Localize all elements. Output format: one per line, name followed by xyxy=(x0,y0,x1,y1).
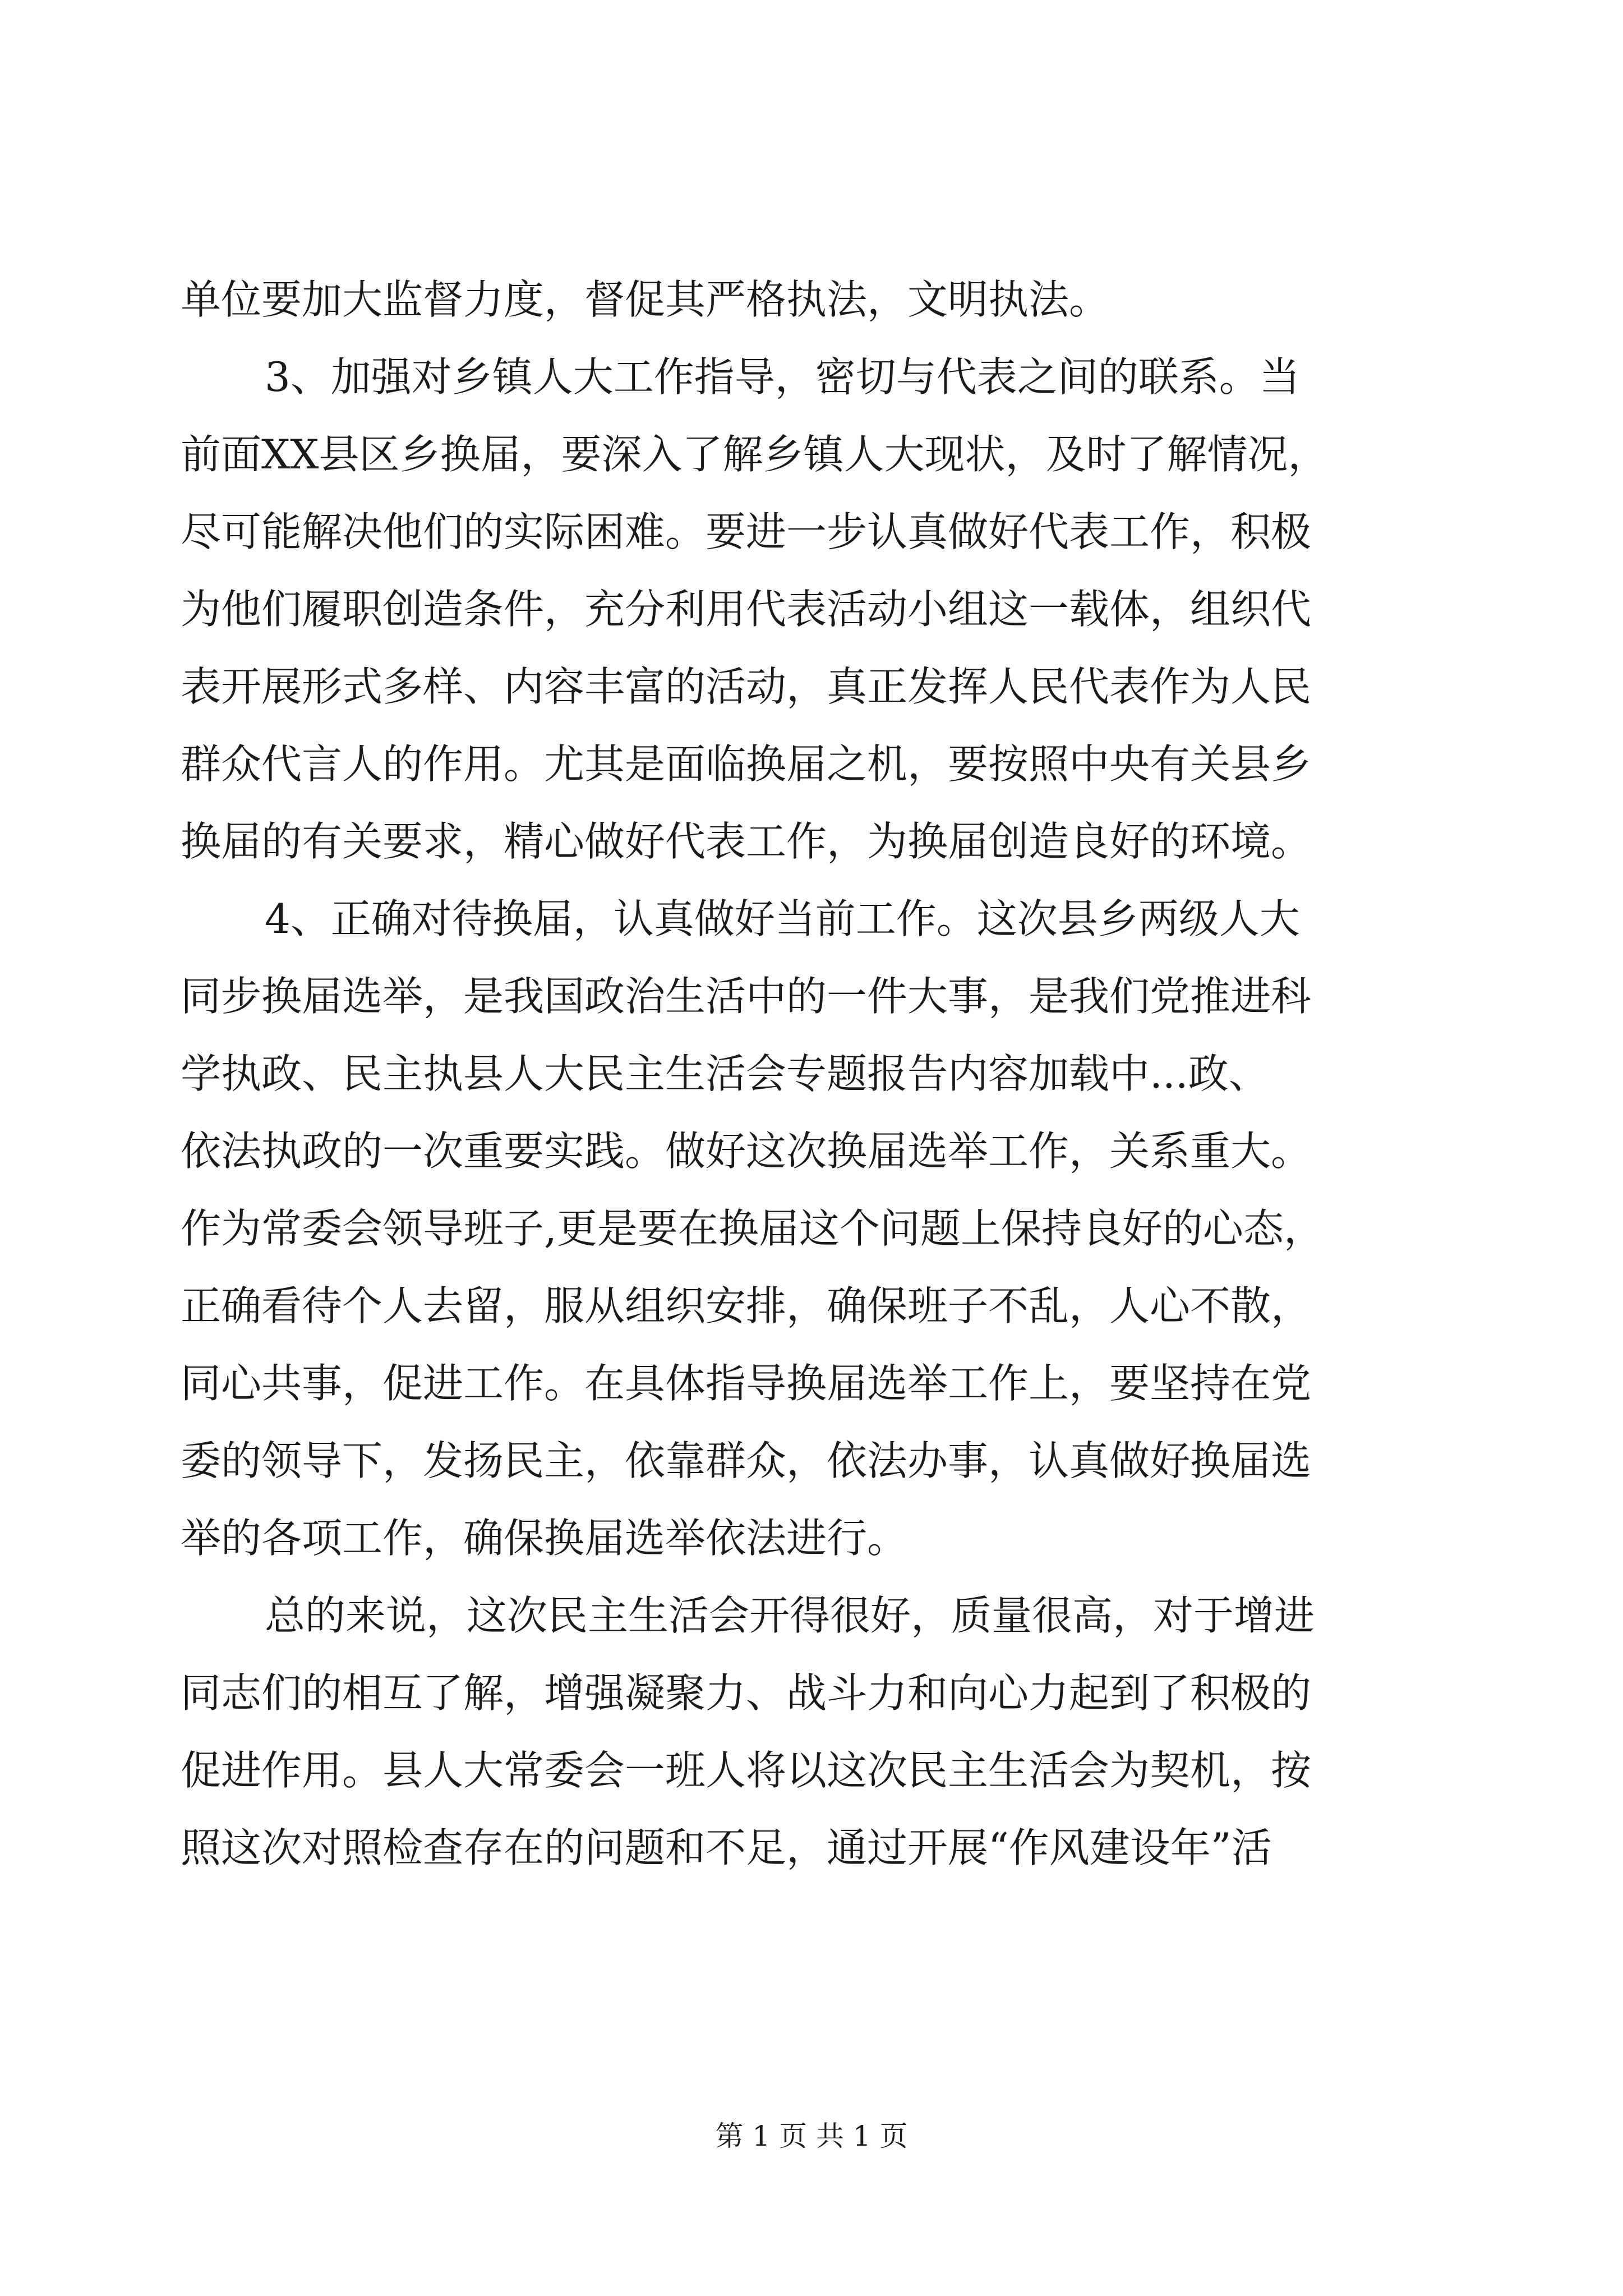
body-text-line: 依法执政的一次重要实践。做好这次换届选举工作，关系重大。 xyxy=(181,1128,1312,1175)
body-text-line: 照这次对照检查存在的问题和不足，通过开展“作风建设年”活 xyxy=(181,1824,1272,1871)
body-text-line: 促进作用。县人大常委会一班人将以这次民主生活会为契机，按 xyxy=(181,1747,1312,1794)
page-number-footer: 第 1 页 共 1 页 xyxy=(715,2120,908,2152)
body-text-line: 换届的有关要求，精心做好代表工作，为换届创造良好的环境。 xyxy=(181,818,1312,865)
body-text-line: 群众代言人的作用。尤其是面临换届之机，要按照中央有关县乡 xyxy=(181,740,1312,788)
document-body xyxy=(181,261,1437,1887)
body-text-line: 单位要加大监督力度，督促其严格执法，文明执法。 xyxy=(181,276,1110,323)
body-text-line: 总的来说，这次民主生活会开得很好，质量很高，对于增进 xyxy=(265,1592,1315,1639)
body-text-line: 学执政、民主执县人大民主生活会专题报告内容加载中...政、 xyxy=(181,1050,1269,1097)
body-text-line: 作为常委会领导班子,更是要在换届这个问题上保持良好的心态， xyxy=(181,1205,1324,1252)
body-text-line: 为他们履职创造条件，充分利用代表活动小组这一载体，组织代 xyxy=(181,586,1312,633)
body-text-line: 同志们的相互了解，增强凝聚力、战斗力和向心力起到了积极的 xyxy=(181,1669,1312,1717)
body-text-line: 3、加强对乡镇人大工作指导，密切与代表之间的联系。当 xyxy=(265,353,1300,401)
body-text-line: 4、正确对待换届，认真做好当前工作。这次县乡两级人大 xyxy=(265,895,1300,942)
body-text-line: 同心共事，促进工作。在具体指导换届选举工作上，要坚持在党 xyxy=(181,1360,1312,1407)
body-text-line: 表开展形式多样、内容丰富的活动，真正发挥人民代表作为人民 xyxy=(181,663,1312,710)
body-text-line: 正确看待个人去留，服从组织安排，确保班子不乱，人心不散， xyxy=(181,1282,1312,1329)
body-text-line: 尽可能解决他们的实际困难。要进一步认真做好代表工作，积极 xyxy=(181,508,1312,555)
body-text-line: 委的领导下，发扬民主，依靠群众，依法办事，认真做好换届选 xyxy=(181,1437,1312,1484)
body-text-line: 举的各项工作，确保换届选举依法进行。 xyxy=(181,1515,908,1562)
body-text-line: 前面XX县区乡换届，要深入了解乡镇人大现状，及时了解情况， xyxy=(181,431,1329,478)
body-text-line: 同步换届选举，是我国政治生活中的一件大事，是我们党推进科 xyxy=(181,973,1312,1020)
